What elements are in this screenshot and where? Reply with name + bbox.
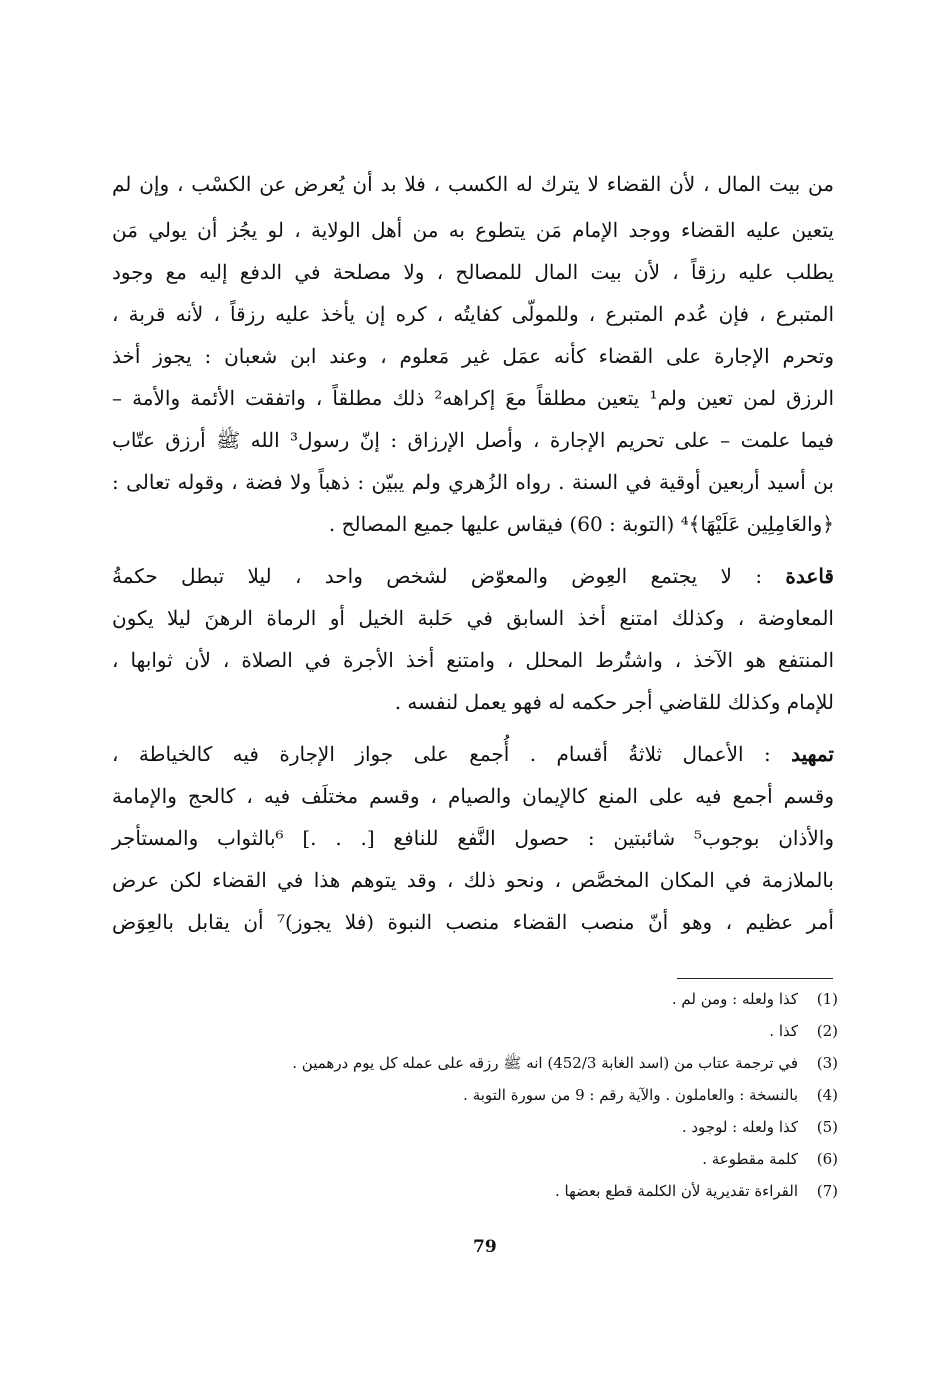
footnote-number: (3) (816, 1054, 838, 1072)
tamhid-heading: تمهيد (791, 742, 834, 766)
body-line: الرزق لمن تعين ولم¹ يتعين مطلقاً معَ إكراهه² ذلك مطلقاً ، واتفقت الأئمة والأمة – (112, 386, 834, 410)
tamhid-line: أمر عظيم ، وهو أنّ منصب القضاء منصب النبوة (فلا يجوز)⁷ أن يقابل بالعِوَض (112, 910, 834, 934)
body-line: يطلب عليه رزقاً ، لأن بيت المال للمصالح ، ولا مصلحة في الدفع إليه مع وجود (112, 260, 834, 284)
footnote-number: (6) (816, 1150, 838, 1168)
footnote-divider (677, 978, 833, 979)
qaida-text: : لا يجتمع العِوض والمعوّض لشخص واحد ، ليلا تبطل حكمةُ (112, 564, 763, 588)
footnote-number: (2) (816, 1022, 838, 1040)
body-line: المتبرع ، فإن عُدم المتبرع ، وللمولّى كفايتُه ، كره إن يأخذ عليه رزقاً ، لأنه قربة ، (112, 302, 834, 326)
tamhid-text: : الأعمال ثلاثةُ أقسام . أُجمع على جواز الإجارة فيه كالخياطة ، (112, 742, 771, 766)
footnote-number: (5) (816, 1118, 838, 1136)
footnote-number: (4) (816, 1086, 838, 1104)
footnote-number: (7) (816, 1182, 838, 1200)
footnote-text: كلمة مقطوعة . (702, 1150, 798, 1168)
footnote (238, 1116, 838, 1138)
footnote-text: كذا ولعله : ومن لم . (671, 990, 798, 1008)
footnote-text: كذا . (769, 1022, 798, 1040)
footnote (238, 1020, 838, 1042)
footnote (238, 1084, 838, 1106)
footnote-text: كذا ولعله : لوجود . (681, 1118, 798, 1136)
footnote (238, 1148, 838, 1170)
body-line: من بيت المال ، لأن القضاء لا يترك له الكسب ، فلا بد أن يُعرض عن الكسْب ، وإن لم (112, 172, 834, 196)
body-line: ﴿والعَامِلِين عَلَيْهَا﴾⁴ (التوبة : 60) فيقاس عليها جميع المصالح . (328, 512, 834, 536)
qaida-line: المنتفع هو الآخذ ، واشتُرط المحلل ، وامتنع أخذ الأجرة في الصلاة ، لأن ثوابها ، (112, 648, 834, 672)
body-line: يتعين عليه القضاء ووجد الإمام مَن يتطوع به من أهل الولاية ، لو يجُز أن يولي مَن (112, 218, 834, 242)
footnote-number: (1) (816, 990, 838, 1008)
qaida-line: للإمام وكذلك للقاضي أجر حكمه له فهو يعمل لنفسه . (394, 690, 834, 714)
footnote-text: في ترجمة عتاب من (اسد الغابة 452/3) انه ﷺ رزقه على عمله كل يوم درهمين . (292, 1054, 798, 1072)
tamhid-line: وقسم أجمع فيه على المنع كالإيمان والصيام ، وقسم مختلَف فيه ، كالحج والإمامة (112, 784, 834, 808)
tamhid-line-first (112, 740, 834, 768)
qaida-line: المعاوضة ، وكذلك امتنع أخذ السابق في حَلبة الخيل أو الرماة الرهنَ ليلا يكون (112, 606, 834, 630)
footnote (238, 1052, 838, 1074)
body-line: وتحرم الإجارة على القضاء كأنه عمَل غير مَعلوم ، وعند ابن شعبان : يجوز أخذ (112, 344, 834, 368)
footnote (238, 1180, 838, 1202)
body-line: فيما علمت – على تحريم الإجارة ، وأصل الإرزاق : إنّ رسول³ الله ﷺ أرزق عتّاب (112, 428, 834, 452)
footnote-text: بالنسخة : والعاملون . والآية رقم : 9 من سورة التوبة . (463, 1086, 798, 1104)
qaida-heading: قاعدة (785, 564, 834, 588)
tamhid-line: بالملازمة في المكان المخصَّص ، ونحو ذلك ، وقد يتوهم هذا في القضاء لكن عرض (112, 868, 834, 892)
body-line: بن أسيد أربعين أوقية في السنة . رواه الزُهري ولم يبيّن : ذهباً ولا فضة ، وقوله تعالى : (112, 470, 834, 494)
qaida-line-first (112, 562, 834, 590)
footnote (238, 988, 838, 1010)
tamhid-line: والأذان بوجوب⁵ شائبتين : حصول النَّفع للنافع [. . .] ⁶بالثواب والمستأجر (112, 826, 834, 850)
footnote-text: القراءة تقديرية لأن الكلمة قطع بعضها . (555, 1182, 798, 1200)
page-number: 79 (473, 1237, 497, 1257)
